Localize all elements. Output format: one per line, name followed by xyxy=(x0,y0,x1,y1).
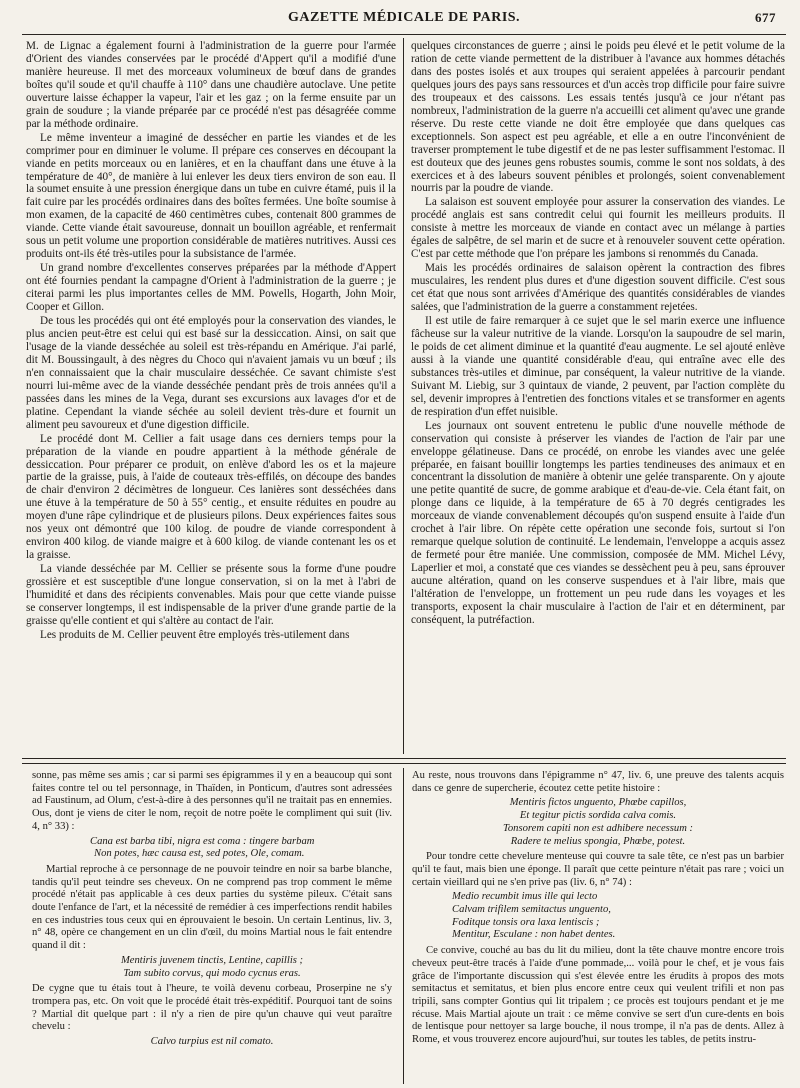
verse-line: Medio recumbit imus ille qui lecto xyxy=(452,891,598,903)
latin-verse xyxy=(412,891,784,942)
verse-line: Mentiris fictos unguento, Phœbe capillos, xyxy=(509,797,687,809)
article-column-right xyxy=(411,40,785,754)
feuilleton-rule xyxy=(22,758,786,759)
latin-verse xyxy=(412,797,784,848)
verse-line: Tonsorem capiti non est adhibere necessum : xyxy=(502,822,694,834)
verse-line: Calvo turpius est nil comato. xyxy=(150,1036,274,1048)
feuilleton-column-right xyxy=(412,770,784,1082)
paragraph: Ce convive, couché au bas du lit du milieu, dont la tête chauve montre encore trois cheveux peut-être tracés à l'aide d'une pommade,... voilà pour le chef, et je vous fais grâce de l'importante discussion qui s'est élevée entre les érudits à propos des mots semitactus et semitatus, et bien plus encore entre ceux qui veulent trifili et non pas tripili, sans compter Gontius qui lit tripalem ; ce procès est toujours pendant et je me récuse. Mais Martial ajoute un trait : ce même convive se sert d'un cure-dents en bois de lentisque pour nettoyer sa large bouche, il nous trompe, il n'a pas de dents. Allez à Rome, et vous trouverez encore aujourd'hui, sur toutes les tables, de petits instru- xyxy=(412,945,784,1046)
paragraph: De tous les procédés qui ont été employés pour la conservation des viandes, le plus ancien peut-être est celui qui est basé sur la dessiccation. Ainsi, on sait que l'usage de la viande desséchée au soleil est très-répandu en Amérique. J'ai parlé, dit M. Boussingault, à des nègres du Choco qui n'avaient jamais vu un bœuf ; ils n'en connaissaient que la chair musculaire desséchée. Ce savant chimiste s'est nourri lui-même avec de la viande desséchée pendant près de trois années qu'il a passées dans les mines de la Vega, durant ses excursions aux lavages d'or et de platine. Cependant la viande séchée au soleil devient très-dure et fournit un aliment peu savoureux et d'une digestion difficile. xyxy=(26,315,396,431)
feuilleton-rule-double xyxy=(22,763,786,764)
paragraph: Il est utile de faire remarquer à ce sujet que le sel marin exerce une influence fâcheuse sur la valeur nutritive de la viande. Lorsqu'on la saupoudre de sel marin, le poids de cet aliment diminue et la quantité d'eau augmente. Le sel ajouté enlève aussi à la viande une quantité considérable d'eau, qui entraîne avec elle des substances très-utiles et diminue, par conséquent, la valeur nutritive de la viande. Suivant M. Liebig, sur 3 quintaux de viande, 2 peuvent, par l'action complète du sel, devenir impropres à l'entretien des fonctions vitales et se transformer en agents de respiration d'un effet nuisible. xyxy=(411,315,785,418)
verse-line: Foditque tonsis ora laxa lentiscis ; xyxy=(452,916,600,928)
paragraph: sonne, pas même ses amis ; car si parmi ses épigrammes il y en a beaucoup qui sont faites contre tel ou tel personnage, in Thaïden, in Ponticum, d'autres sont adressées ad Faustinum, ad Olum, c'est-à-dire à des personnes qu'il ne traitait pas en ennemies. Ous, dont je viens de citer le nom, reçoit de notre poëte le compliment qui suit (liv. 4, n° 33) : xyxy=(32,770,392,832)
latin-verse xyxy=(32,836,392,861)
latin-verse xyxy=(32,955,392,980)
paragraph: Les journaux ont souvent entretenu le public d'une nouvelle méthode de conservation qui consiste à préserver les viandes de l'action de l'air par une enveloppe gélatineuse. Dans ce procédé, on enrobe les viandes avec une gelée préparée, en faisant bouillir longtemps les parties tendineuses des animaux et en concentrant la dissolution de manière à obtenir une gelée transparente. On y ajoute une petite quantité de sucre, de gomme arabique et d'eau-de-vie. Cela étant fait, on plonge dans ce liquide, à la température de 65 à 70 degrés centigrades les morceaux de viande convenablement découpés qu'on suspend ensuite à l'aide d'un crochet à l'air libre. On répète cette opération une seconde fois, surtout si l'on remarque quelque solution de continuité. Le lendemain, l'enveloppe a acquis assez de fermeté pour être maniée. Une commission, composée de MM. Michel Lévy, Laperlier et moi, a constaté que ces viandes se dessèchent peu à peu, sans éprouver aucune altération, quand on les conserve suspendues et à l'air libre, mais que l'altération de l'enveloppe, un frottement un peu rude dans les voyages et les transports, exposent la chair musculaire à l'action de l'air et en déterminent, par conséquent, la putréfaction. xyxy=(411,419,785,626)
paragraph: M. de Lignac a également fourni à l'administration de la guerre pour l'armée d'Orient des viandes conservées par le procédé d'Appert qu'il a modifié d'une manière heureuse. Il met des morceaux volumineux de bœuf dans de grandes boîtes qu'il soude et qu'il chauffe à 110° dans une chaudière autoclave. Une petite ouverture laisse échapper la vapeur, l'air et les gaz ; on la ferme ensuite par un grain de soudure ; la viande préparée par ce procédé n'est pas désagréée comme par la méthode ordinaire. xyxy=(26,40,396,130)
page-header xyxy=(28,8,780,30)
paragraph: Un grand nombre d'excellentes conserves préparées par la méthode d'Appert ont été fournies pendant la campagne d'Orient à l'administration de la guerre ; je citerai parmi les plus importantes celles de MM. Powells, Hogarth, John Moir, Cooper et Gillon. xyxy=(26,262,396,314)
column-divider-lower xyxy=(403,768,404,1084)
verse-line: Radere te melius spongia, Phœbe, potest. xyxy=(510,835,686,847)
paragraph: Martial reproche à ce personnage de ne pouvoir teindre en noir sa barbe blanche, tandis qu'il peut teindre ses cheveux. On ne comprend pas trop comment le même procédé n'était pas applicable à ces deux parties du système pileux. C'était sans doute l'enfance de l'art, et la nécessité de remédier à ces imperfections rendit habiles en ces industries tous ceux qui en éprouvaient le besoin. Un certain Lentinus, liv. 3, n° 48, opère ce changement en un clin d'œil, du moins Martial nous le fait entendre quand il dit : xyxy=(32,863,392,952)
verse-line: Mentiris juvenem tinctis, Lentine, capillis ; xyxy=(120,954,304,966)
verse-line: Mentitur, Esculane : non habet dentes. xyxy=(452,929,616,941)
latin-verse xyxy=(32,1036,392,1049)
paragraph: Les produits de M. Cellier peuvent être employés très-utilement dans xyxy=(40,628,350,641)
paragraph: De cygne que tu étais tout à l'heure, te voilà devenu corbeau, Proserpine ne s'y trompera pas, etc. On voit que le procédé était très-expéditif. Pourquoi tant de soins ? Martial dit quelque part : il n'y a rien de pire qu'un chauve qui veut paraître chevelu : xyxy=(32,983,392,1033)
verse-line: Cana est barba tibi, nigra est coma : tingere barbam xyxy=(90,835,315,847)
paragraph: Le procédé dont M. Cellier a fait usage dans ces derniers temps pour la préparation de la viande en poudre appartient à la méthode générale de dessiccation. Pour préparer ce produit, on enlève d'abord les os et la majeure partie de la graisse, puis, à l'aide de couteaux très-effilés, on découpe des bandes de chair d'environ 2 décimètres de longueur. Ces lanières sont desséchées dans une étuve à la température de 50 à 55° centig., et ensuite réduites en poudre au moyen d'une râpe cylindrique et de plusieurs pilons. Deux expériences faites sous nos yeux ont démontré que 100 kilog. de poudre de viande correspondent à environ 400 kilog. de viande maigre et à 600 kilog. de viande contenant les os et la graisse. xyxy=(26,432,396,562)
page-number: 677 xyxy=(755,10,776,25)
paragraph: Pour tondre cette chevelure menteuse qui couvre ta sale tête, ce n'est pas un barbier qu'il te faut, mais bien une éponge. Il paraît que cette peinture n'était pas rare ; voici un certain vieillard qui ne s'en prive pas (liv. 6, n° 74) : xyxy=(412,851,784,888)
column-divider-upper xyxy=(403,38,404,754)
paragraph: quelques circonstances de guerre ; ainsi le poids peu élevé et le petit volume de la ration de cette viande permettent de la distribuer à l'avance aux hommes détachés dans des postes isolés et aux troupes qui seraient appelées à parcourir pendant quelques jours des pays sans ressources et d'un accès trop difficile pour faire suivre des troupeaux et des caissons. Les essais tentés jusqu'à ce jour n'étant pas nombreux, l'administration de la guerre n'a accueilli cet aliment qu'avec une grande réserve. Du reste cette viande ne doit être employée que dans quelques cas exceptionnels. Son aspect est peu agréable, et elle a en outre l'inconvénient de traverser promptement le tube digestif et de ne pas lester suffisamment l'estomac. Il est douteux que des jeunes gens robustes soumis, comme le sont nos soldats, à des exercices et à des labeurs souvent pénibles et prolongés, soient convenablement nourris par la poudre de viande. xyxy=(411,40,785,195)
paragraph: Le même inventeur a imaginé de dessécher en partie les viandes et de les comprimer pour en diminuer le volume. Il prépare ces conserves en découpant la viande en petits morceaux ou en lanières, et en la chauffant dans une étuve à la température de 40°, de manière à lui enlever les deux tiers environ de son eau. Il la soumet ensuite à une pression énergique dans un tube en cuivre étamé, puis il la fait cuire par les procédés ordinaires dans des boîtes fermées. Une boîte soumise à mon examen, de la capacité de 460 centimètres cubes, contenait 800 grammes de viande. Cette viande était savoureuse, donnait un bouillon agréable, et renfermait sous un petit volume une proportion considérable de matières nutritives. Aussi ces produits ont-ils été très-utiles pour la subsistance de l'armée. xyxy=(26,131,396,261)
paragraph: Au reste, nous trouvons dans l'épigramme n° 47, liv. 6, une preuve des talents acquis dans ce genre de supercherie, écoutez cette petite histoire : xyxy=(412,770,784,794)
verse-line: Non potes, hæc causa est, sed potes, Ole, comam. xyxy=(94,848,305,860)
header-rule xyxy=(22,34,786,35)
feuilleton-column-left xyxy=(32,770,392,1082)
paragraph: Mais les procédés ordinaires de salaison opèrent la contraction des fibres musculaires, les rendent plus dures et d'une digestion souvent difficile. C'est sous cet état que nous sont arrivées d'Amérique des quantités considérables de viandes salées, que l'administration de la guerre a constamment rejetées. xyxy=(411,262,785,314)
verse-line: Et tegitur pictis sordida calva comis. xyxy=(519,810,677,822)
paragraph: La viande desséchée par M. Cellier se présente sous la forme d'une poudre grossière et est susceptible d'une longue conservation, si on la met à l'abri de l'humidité et dans des récipients convenables. Mais pour que cette viande puisse se conserver longtemps, il est indispensable de la priver d'une grande partie de la graisse qu'elle contient et qui s'altère au contact de l'air. xyxy=(26,563,396,627)
journal-title: GAZETTE MÉDICALE DE PARIS. xyxy=(287,10,521,25)
verse-line: Tam subito corvus, qui modo cycnus eras. xyxy=(123,967,301,979)
verse-line: Calvam trifilem semitactus unguento, xyxy=(452,904,611,916)
paragraph: La salaison est souvent employée pour assurer la conservation des viandes. Le procédé anglais est sans contredit celui qui fournit les meilleurs produits. Il consiste à mettre les morceaux de viande en contact avec un mélange à parties égales de salpêtre, de sel marin et de sucre et à renouveler souvent cette opération. C'est par cette méthode que l'on prépare les jambons si renommés du Canada. xyxy=(411,196,785,261)
article-column-left xyxy=(26,40,396,754)
